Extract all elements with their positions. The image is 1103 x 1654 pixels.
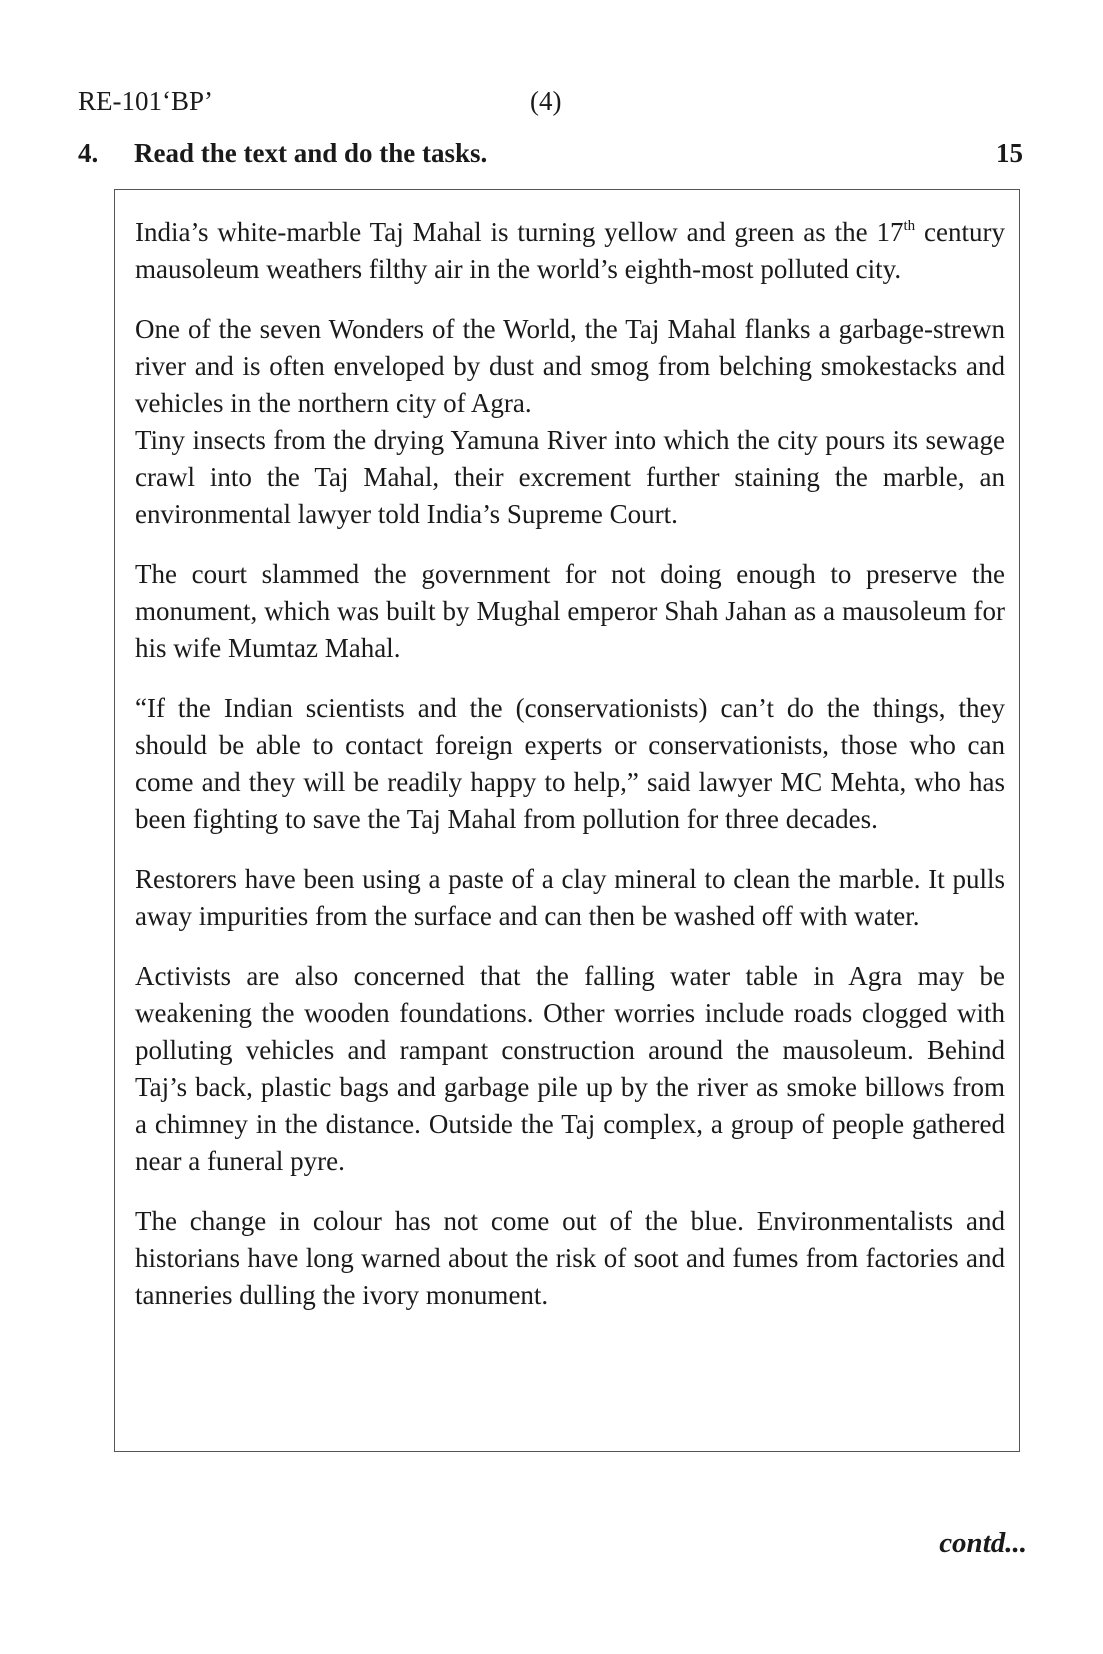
passage-paragraph-6: Restorers have been using a paste of a clay mineral to clean the marble. It pulls away impurities from the surface and can then be washed off with water. bbox=[135, 864, 1005, 931]
passage-paragraph-8: The change in colour has not come out of the blue. Environmentalists and historians have long warned about the risk of soot and fumes from factories and tanneries dulling the ivory monument. bbox=[135, 1206, 1005, 1310]
paragraph-1-end: century mausoleum weathers filthy air in the world’s eighth-most polluted city. bbox=[135, 217, 1005, 284]
question-number: 4. bbox=[78, 138, 99, 168]
passage-text bbox=[135, 214, 1005, 1337]
paper-code: RE-101‘BP’ bbox=[78, 86, 213, 116]
passage-paragraph-7: Activists are also concerned that the falling water table in Agra may be weakening the wooden foundations. Other worries include roads clogged with polluting vehicles and rampant construction around the mausoleum. Behind Taj’s back, plastic bags and garbage pile up by the river as smoke billows from a chimney in the distance. Outside the Taj complex, a group of people gathered near a funeral pyre. bbox=[135, 961, 1005, 1176]
passage-paragraph-5: “If the Indian scientists and the (conservationists) can’t do the things, they should be able to contact foreign experts or conservationists, those who can come and they will be readily happy to help,” said lawyer MC Mehta, who has been fighting to save the Taj Mahal from pollution for three decades. bbox=[135, 693, 1005, 834]
ordinal-suffix: th bbox=[903, 218, 916, 234]
page-number: (4) bbox=[530, 86, 562, 116]
continued-label: contd... bbox=[939, 1527, 1027, 1559]
passage-paragraph-1 bbox=[135, 214, 1005, 288]
passage-paragraph-4: The court slammed the government for not doing enough to preserve the monument, which was built by Mughal emperor Shah Jahan as a mausoleum for his wife Mumtaz Mahal. bbox=[135, 559, 1005, 663]
question-instruction: Read the text and do the tasks. bbox=[134, 138, 488, 168]
question-marks: 15 bbox=[996, 138, 1023, 168]
paragraph-1-start: India’s white-marble Taj Mahal is turning yellow and green as the 17 bbox=[135, 217, 904, 247]
passage-paragraph-3: Tiny insects from the drying Yamuna River into which the city pours its sewage crawl into the Taj Mahal, their excrement further staining the marble, an environmental lawyer told India’s Supreme Court. bbox=[135, 425, 1005, 529]
passage-box bbox=[114, 189, 1020, 1452]
passage-paragraph-2: One of the seven Wonders of the World, the Taj Mahal flanks a garbage-strewn river and is often enveloped by dust and smog from belching smokestacks and vehicles in the northern city of Agra. bbox=[135, 314, 1005, 418]
